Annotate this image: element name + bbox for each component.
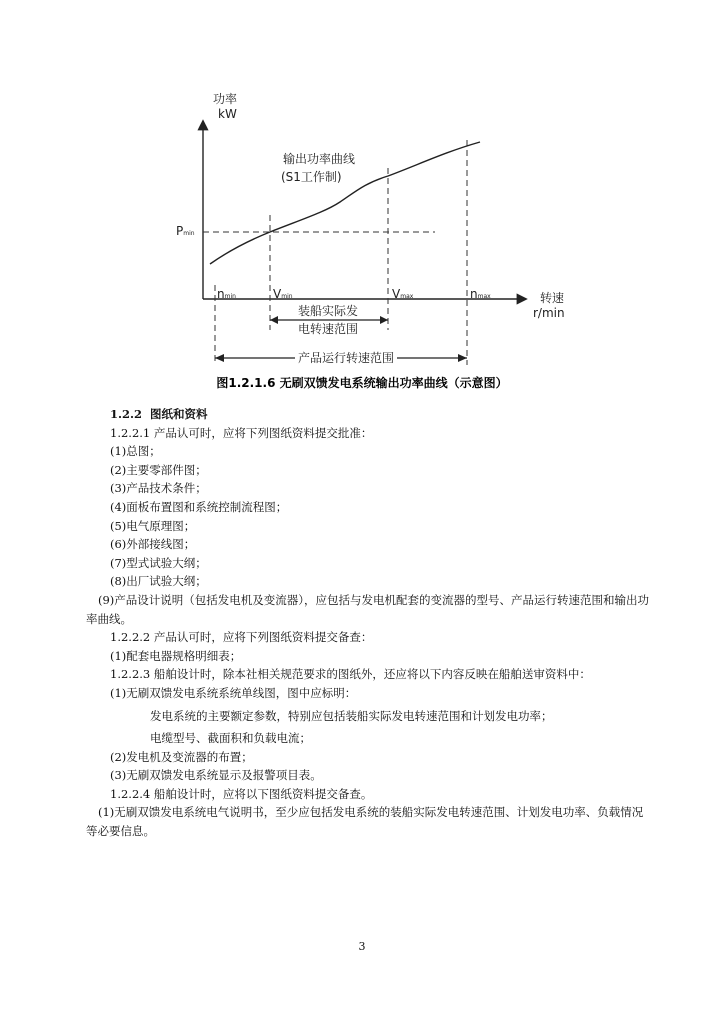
curve-label-line1: 输出功率曲线 [283, 152, 356, 166]
vmax-label: Vmax [392, 287, 414, 301]
paragraph-line: (8)出厂试验大纲； [110, 574, 207, 589]
vmin-label: Vmin [273, 287, 293, 301]
paragraph-line: (4)面板布置图和系统控制流程图； [110, 499, 288, 514]
power-curve-figure [170, 80, 590, 400]
paragraph-line: (3)无刷双馈发电系统显示及报警项目表。 [110, 768, 322, 783]
x-axis-label-line1: 转速 [540, 291, 565, 305]
product-range-label: 产品运行转速范围 [295, 352, 397, 364]
paragraph-line: (3)产品技术条件； [110, 481, 207, 496]
paragraph-line: 1.2.2.2 产品认可时，应将下列图纸资料提交备查： [110, 630, 373, 645]
ship-range-label-line2: 电转速范围 [298, 322, 359, 336]
paragraph-line: (9)产品设计说明（包括发电机及变流器），应包括与发电机配套的变流器的型号、产品运行转速范围和输出功率曲线。 [86, 592, 650, 626]
section-body [86, 405, 650, 841]
paragraph-line: (1)总图； [110, 444, 161, 459]
y-axis-label-line1: 功率 [213, 92, 238, 106]
x-axis-label-line2: r/min [533, 306, 565, 320]
paragraph-line: 1.2.2.3 船舶设计时，除本社相关规范要求的图纸外，还应将以下内容反映在船舶送审资料中： [110, 667, 591, 682]
figure-drawing [170, 80, 590, 380]
paragraph-line: 电缆型号、截面积和负载电流； [150, 731, 311, 746]
figure-caption: 图1.2.1.6 无刷双馈发电系统输出功率曲线（示意图） [216, 376, 508, 390]
paragraph-line: (2)主要零部件图； [110, 462, 207, 477]
paragraph-line: (1)配套电器规格明细表； [110, 648, 242, 663]
paragraph-line: 1.2.2.4 船舶设计时，应将以下图纸资料提交备查。 [110, 786, 373, 801]
paragraph-line: 发电系统的主要额定参数，特别应包括装船实际发电转速范围和计划发电功率； [150, 708, 553, 723]
nmax-label: nmax [470, 287, 491, 301]
pmin-label: Pmin [176, 224, 195, 238]
section-heading [110, 405, 650, 424]
paragraph-line: (1)无刷双馈发电系统系统单线图，图中应标明： [110, 685, 357, 700]
section-heading-number: 1.2.2 [110, 407, 143, 421]
paragraph-line: (7)型式试验大纲； [110, 555, 207, 570]
paragraph-line: 1.2.2.1 产品认可时，应将下列图纸资料提交批准： [110, 425, 373, 440]
nmin-label: nmin [217, 287, 236, 301]
paragraph-line: (2)发电机及变流器的布置； [110, 749, 253, 764]
paragraph-line: (5)电气原理图； [110, 518, 196, 533]
paragraph-line: (1)无刷双馈发电系统电气说明书，至少应包括发电系统的装船实际发电转速范围、计划发电功率、负载情况等必要信息。 [86, 805, 644, 839]
paragraph-line: (6)外部接线图； [110, 537, 196, 552]
page-number: 3 [358, 940, 366, 953]
y-axis-label-line2: kW [218, 107, 237, 121]
curve-label-line2: (S1工作制) [281, 170, 342, 184]
ship-range-label-line1: 装船实际发 [298, 304, 359, 318]
section-heading-title: 图纸和资料 [150, 407, 208, 421]
